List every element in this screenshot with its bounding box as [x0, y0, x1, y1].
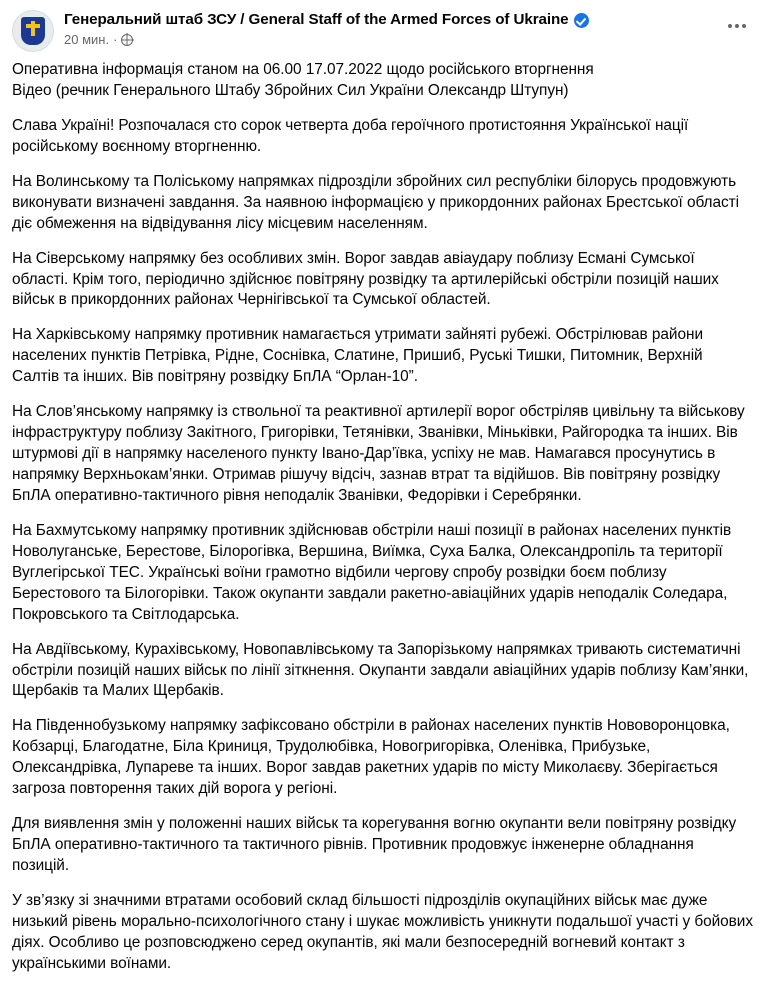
post-paragraph: Оперативна інформація станом на 06.00 17.07.2022 щодо російського вторгнення [12, 61, 594, 78]
post-paragraph: На Харківському напрямку противник намагається утримати зайняті рубежі. Обстрілював райони населених пунктів Петрівка, Рідне, Соснівка, Слатине, Пришиб, Руські Тишки, Питомник, Верхній Салтів та інших. Вів повітряну розвідку БпЛА “Орлан-10”. [12, 326, 703, 386]
avatar[interactable] [12, 10, 54, 52]
post-body [0, 56, 765, 987]
dot-icon [742, 24, 746, 28]
emblem-icon [21, 17, 45, 45]
post-timestamp[interactable]: 20 мин. [64, 32, 110, 47]
post-paragraph: На Авдіївському, Курахівському, Новопавлівському та Запорізькому напрямках тривають систематичні обстріли позицій наших військ по лінії зіткнення. Окупанти завдали авіаційних ударів поблизу Кам’янки, Щербаків та Малих Щербаків. [12, 640, 749, 700]
post-header [0, 0, 765, 56]
post-paragraph: На Південнобузькому напрямку зафіксовано обстріли в районах населених пунктів Нововоронцовка, Кобзарці, Благодатне, Біла Криниця, Трудолюбівка, Новогригорівка, Оленівка, Прибузьке, Олександрівка, Лупареве та інших. Ворог завдав ракетних ударів по місту Миколаєву. Зберігається загроза повторення таких дій ворога у регіоні. [12, 717, 730, 798]
post-options-button[interactable] [721, 10, 753, 42]
post-paragraph: Відео (речник Генерального Штабу Збройних Сил України Олександр Штупун) [12, 81, 569, 99]
post-paragraph: На Волинському та Поліському напрямках підрозділи збройних сил республіки білорусь продовжують виконувати визначені завдання. За наявною інформацією у прикордонних районах Брестської області діє обмеження на відвідування лісу місцевим населенням. [12, 172, 739, 232]
post-author-block [64, 10, 721, 47]
page-name[interactable]: Генеральний штаб ЗСУ / General Staff of the Armed Forces of Ukraine [64, 11, 569, 28]
author-name-row [64, 11, 721, 29]
dot-icon [728, 24, 732, 28]
globe-icon[interactable] [121, 34, 133, 46]
post-paragraph: У зв’язку зі значними втратами особовий склад більшості підрозділів окупаційних військ має дуже низький рівень морально-психологічного стану і шукає можливість уникнути подальшої участі у бойових діях. Особливо це розповсюджено серед окупантів, які мали безпосередній вогневий контакт з українськими воїнами. [12, 891, 753, 972]
post-paragraph: Слава Україні! Розпочалася сто сорок четверта доба героїчного протистояння Української нації російському воєнному вторгненню. [12, 116, 689, 155]
post-meta [64, 32, 721, 47]
meta-separator: · [113, 32, 118, 47]
verified-badge-icon [574, 13, 589, 28]
post-paragraph: На Сіверському напрямку без особливих змін. Ворог завдав авіаудару поблизу Есмані Сумської області. Крім того, періодично здійснює повітряну розвідку та артилерійські обстріли позицій наших військ в прикордонних районах Чернігівської та Сумської областей. [12, 249, 719, 309]
post-paragraph: Для виявлення змін у положенні наших військ та корегування вогню окупанти вели повітряну розвідку БпЛА оперативно-тактичного та тактичного рівнів. Противник продовжує інженерне обладнання позицій. [12, 815, 737, 874]
dot-icon [735, 24, 739, 28]
post-paragraph: На Бахмутському напрямку противник здійснював обстріли наші позиції в районах населених пунктів Новолуганське, Берестове, Білорогівка, Вершина, Виїмка, Суха Балка, Олександропіль та території Вуглегірської ТЕС. Українські воїни грамотно відбили чергову спробу розвідки боєм поблизу Берестового та Білогорівки. Також окупанти завдали ракетно-авіаційних ударів неподалік Соледара, Покровського та Світлодарська. [12, 521, 732, 623]
post-paragraph: На Слов’янському напрямку із ствольної та реактивної артилерії ворог обстріляв цивільну та військову інфраструктуру поблизу Закітного, Григорівки, Тетянівки, Званівки, Міньківки, Райгородка та інших. Вів штурмові дії в напрямку населеного пункту Івано-Дар’ївка, успіху не мав. Намагався просунутись в напрямку Верхньокам’янки. Отримав рішучу відсіч, зазнав втрат та відійшов. Вів повітряну розвідку БпЛА оперативно-тактичного рівня неподалік Званівки, Федорівки і Серебрянки. [12, 403, 745, 504]
